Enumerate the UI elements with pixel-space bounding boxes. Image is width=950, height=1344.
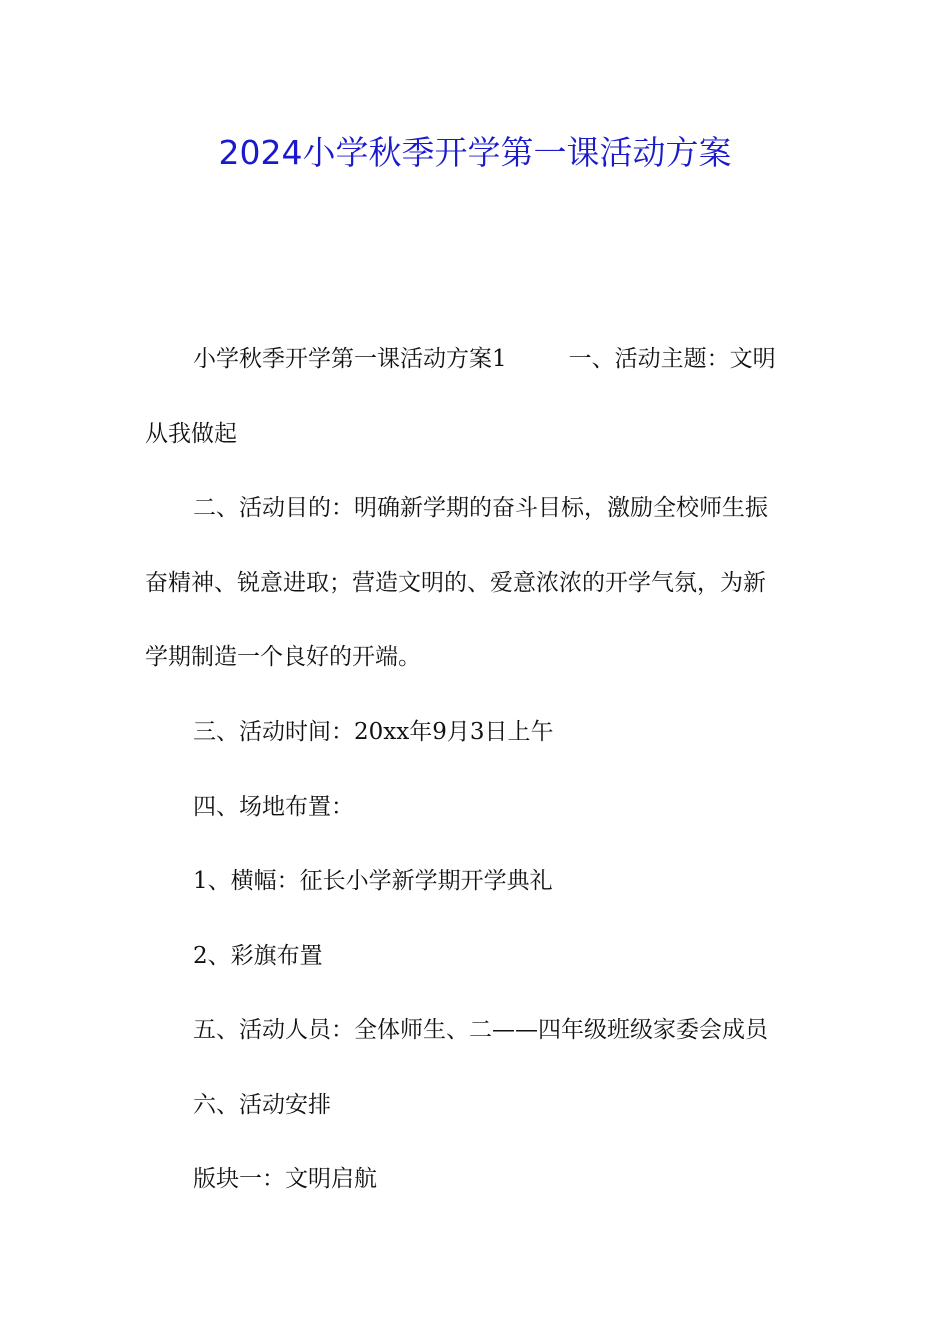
paragraph-purpose-line-1: 二、活动目的：明确新学期的奋斗目标，激励全校师生振 bbox=[193, 495, 768, 521]
document-title: 2024小学秋季开学第一课活动方案 bbox=[218, 133, 732, 172]
paragraph-purpose-line-2: 奋精神、锐意进取；营造文明的、爱意浓浓的开学气氛，为新 bbox=[145, 570, 766, 596]
paragraph-intro-line-2: 从我做起 bbox=[145, 421, 237, 447]
paragraph-section-one: 版块一：文明启航 bbox=[193, 1166, 377, 1192]
paragraph-flags: 2、彩旗布置 bbox=[193, 943, 323, 969]
paragraph-intro-line-1 bbox=[145, 322, 853, 397]
paragraph-time: 三、活动时间：20xx年9月3日上午 bbox=[193, 719, 554, 745]
paragraph-participants: 五、活动人员：全体师生、二——四年级班级家委会成员 bbox=[193, 1017, 768, 1043]
paragraph-purpose-line-3: 学期制造一个良好的开端。 bbox=[145, 644, 421, 670]
plan-heading-text: 小学秋季开学第一课活动方案1 bbox=[193, 346, 507, 372]
activity-theme-text: 一、活动主题：文明 bbox=[568, 346, 776, 372]
paragraph-banner: 1、横幅：征长小学新学期开学典礼 bbox=[193, 868, 553, 894]
paragraph-schedule-heading: 六、活动安排 bbox=[193, 1092, 331, 1118]
paragraph-venue-heading: 四、场地布置： bbox=[193, 794, 354, 820]
